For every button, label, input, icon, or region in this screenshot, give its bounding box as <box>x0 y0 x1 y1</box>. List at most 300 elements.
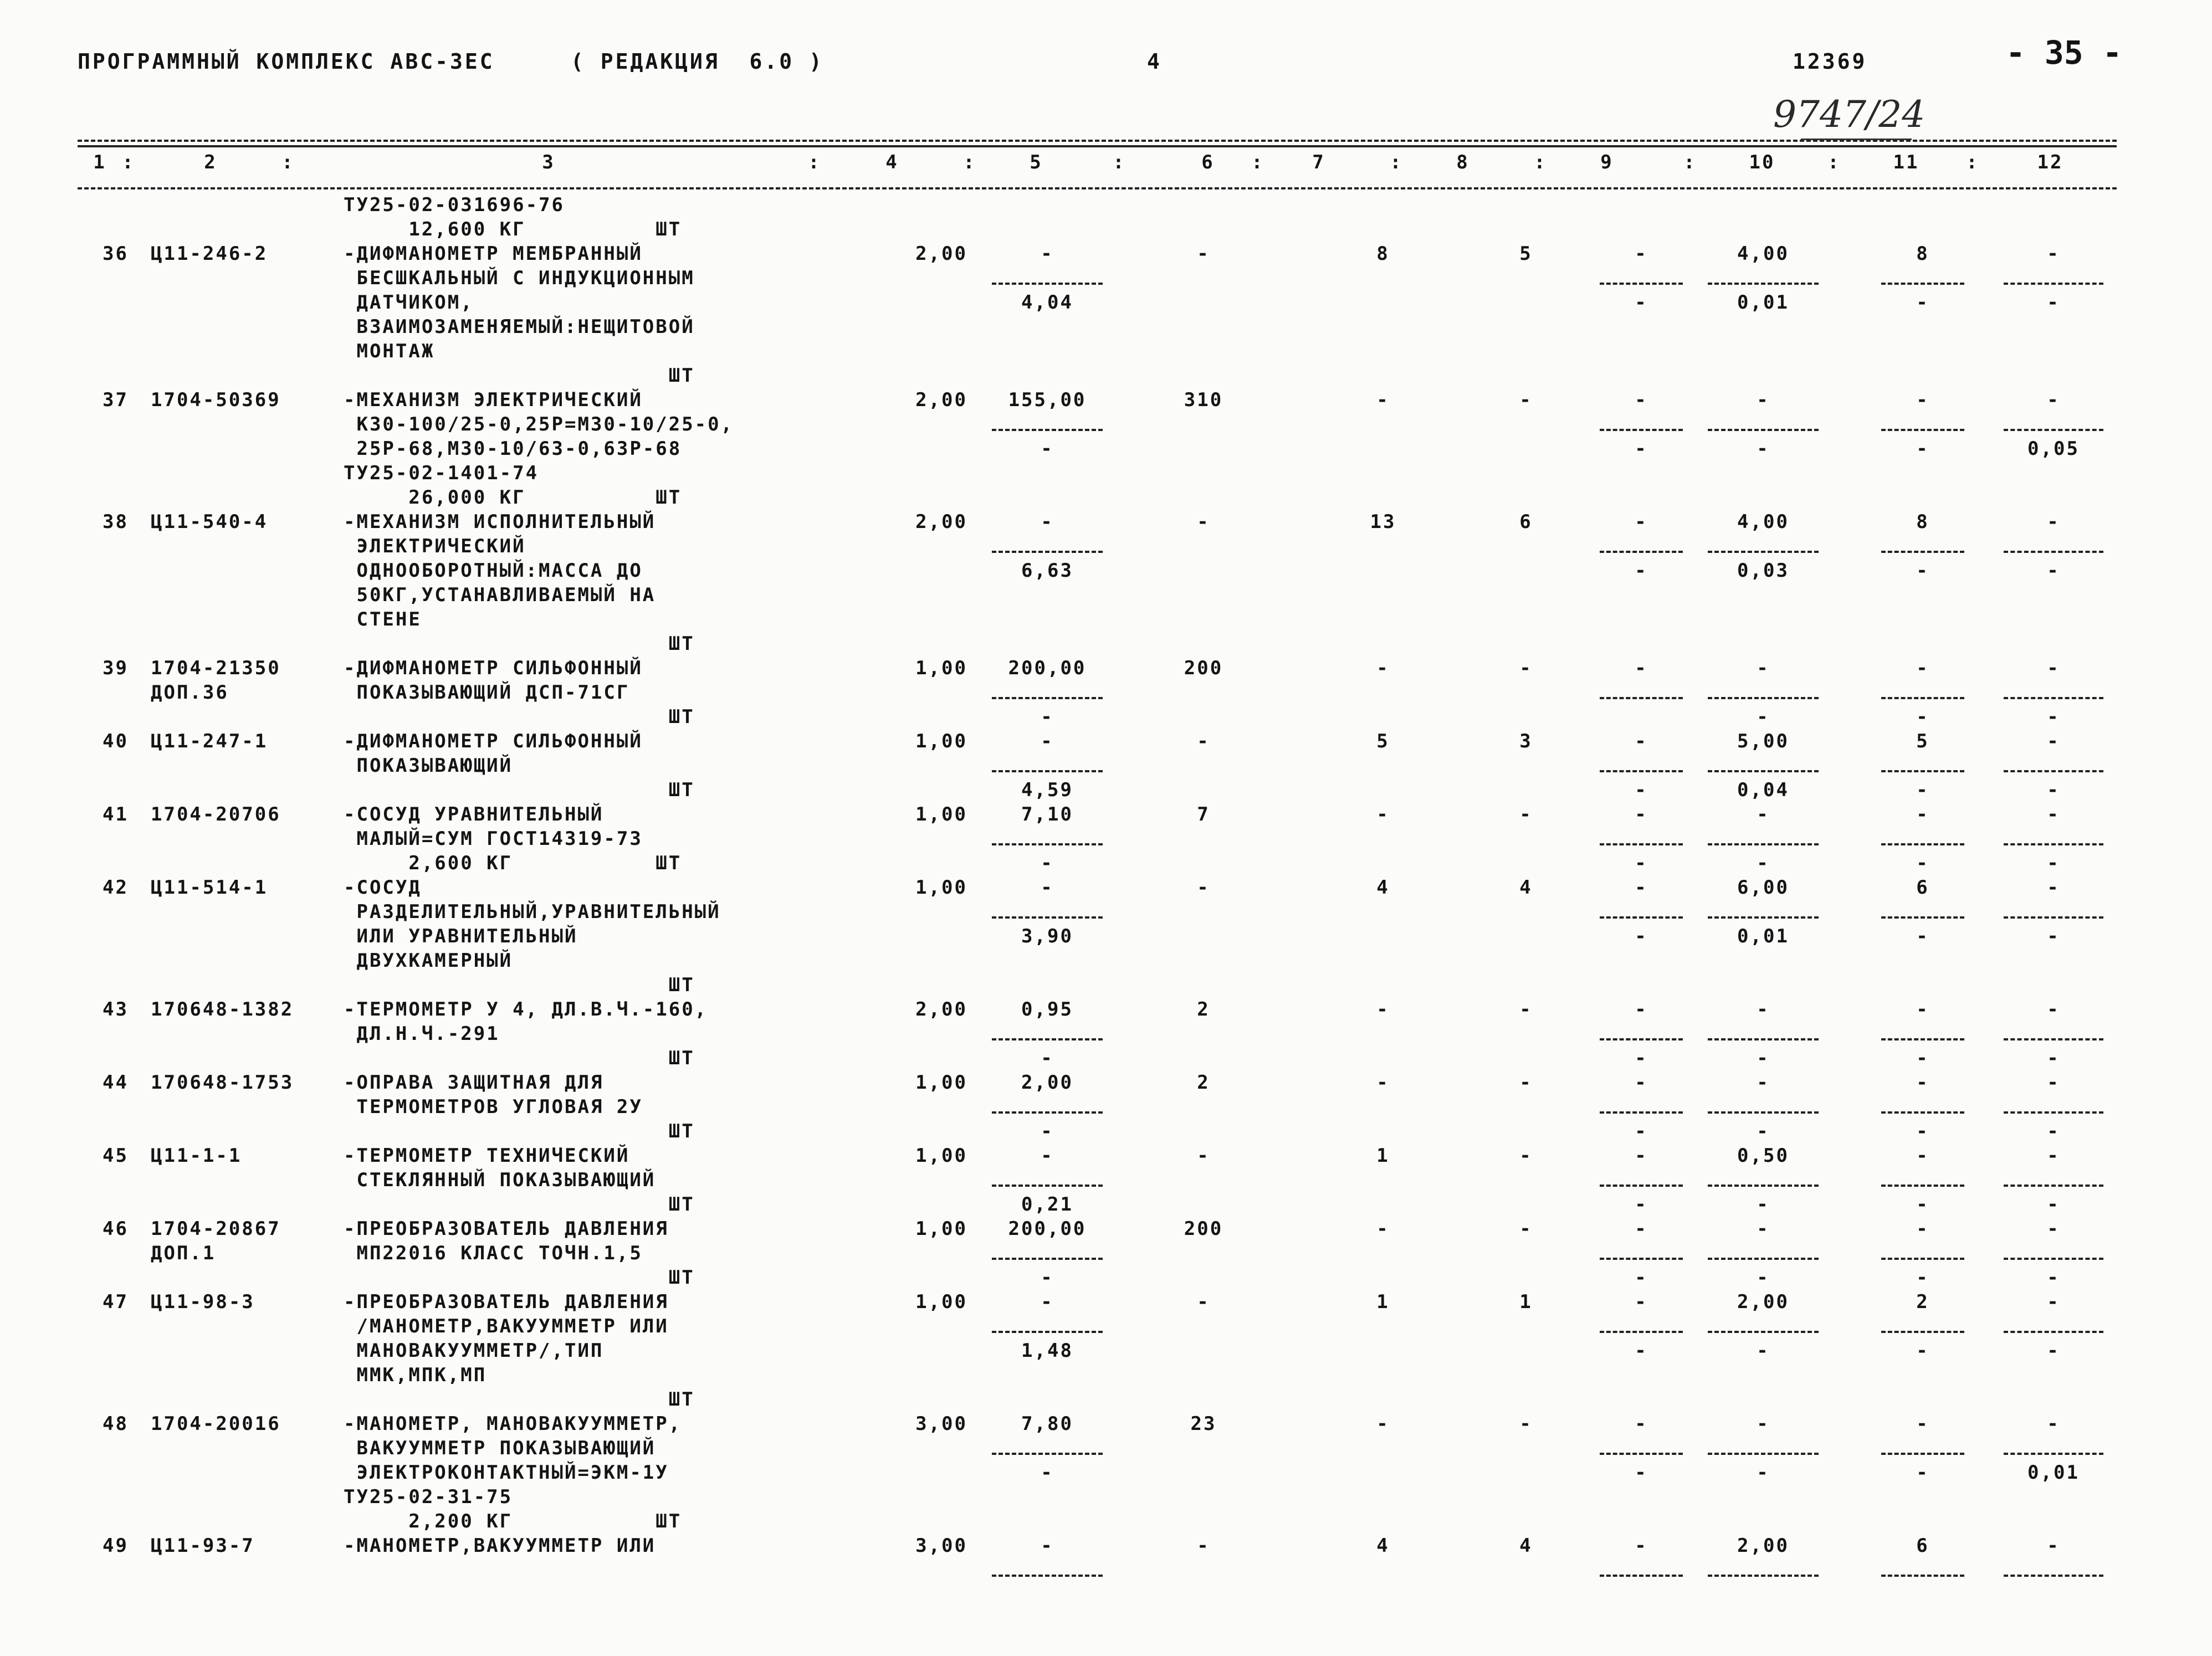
cell-c5: - <box>1041 1462 1054 1484</box>
cell-c11: - <box>1916 998 1929 1021</box>
fraction-divider <box>1600 697 1683 699</box>
fraction-divider <box>2004 916 2103 919</box>
fraction-divider <box>2004 429 2103 431</box>
column-header-11: 11 <box>1893 151 1919 173</box>
cell-c11: - <box>1916 291 1929 314</box>
fraction-divider <box>1881 1331 1964 1333</box>
cell-c3: ШТ <box>344 1047 695 1069</box>
cell-c12: - <box>2047 876 2060 899</box>
cell-c3: 26,000 КГ ШТ <box>344 486 682 509</box>
cell-c1: 43 <box>103 998 129 1021</box>
fraction-divider <box>1881 1038 1964 1040</box>
cell-c3: -МАНОМЕТР,ВАКУУММЕТР ИЛИ <box>344 1535 656 1557</box>
cell-c12: - <box>2047 998 2060 1021</box>
cell-c3: ТУ25-02-1401-74 <box>344 462 539 484</box>
cell-c7: 8 <box>1376 243 1390 265</box>
table-top-rule <box>78 140 2117 142</box>
cell-c5: - <box>1041 1120 1054 1142</box>
fraction-divider <box>2004 770 2103 772</box>
cell-c3: ВАКУУММЕТР ПОКАЗЫВАЮЩИЙ <box>344 1437 656 1459</box>
cell-c1: 49 <box>103 1535 129 1557</box>
cell-c9: - <box>1635 1535 1648 1557</box>
cell-c3: -ПРЕОБРАЗОВАТЕЛЬ ДАВЛЕНИЯ <box>344 1218 669 1240</box>
cell-c11: - <box>1916 779 1929 801</box>
cell-c11: 2 <box>1916 1291 1929 1313</box>
cell-c3: ДЛ.Н.Ч.-291 <box>344 1023 500 1045</box>
cell-c12: - <box>2047 1218 2060 1240</box>
cell-c8: - <box>1519 1145 1533 1167</box>
cell-c12: - <box>2047 1145 2060 1167</box>
cell-c3: СТЕНЕ <box>344 608 422 630</box>
cell-c10: 2,00 <box>1737 1535 1789 1557</box>
cell-c11: 6 <box>1916 876 1929 899</box>
cell-c9: - <box>1635 1462 1648 1484</box>
cell-c8: 6 <box>1519 511 1533 533</box>
cell-c1: 40 <box>103 730 129 752</box>
cell-c5: - <box>1041 1535 1054 1557</box>
cell-c10: - <box>1757 1120 1770 1142</box>
fraction-divider <box>1600 916 1683 919</box>
fraction-divider <box>1881 1111 1964 1114</box>
cell-c12: - <box>2047 657 2060 679</box>
cell-c9: - <box>1635 1218 1648 1240</box>
cell-c3: ОДНООБОРОТНЫЙ:МАССА ДО <box>344 560 643 582</box>
fraction-divider <box>992 429 1103 431</box>
cell-c4: 1,00 <box>915 657 967 679</box>
cell-c3: ИЛИ УРАВНИТЕЛЬНЫЙ <box>344 925 578 947</box>
fraction-divider <box>2004 1258 2103 1260</box>
cell-c8: - <box>1519 998 1533 1021</box>
fraction-divider <box>1600 429 1683 431</box>
cell-c3: 12,600 КГ ШТ <box>344 218 682 240</box>
cell-c1: 39 <box>103 657 129 679</box>
fraction-divider <box>1881 429 1964 431</box>
cell-c9: - <box>1635 1267 1648 1289</box>
cell-c10: 2,00 <box>1737 1291 1789 1313</box>
cell-c8: 3 <box>1519 730 1533 752</box>
cell-c3: 2,200 КГ ШТ <box>344 1510 682 1532</box>
cell-c6: - <box>1197 876 1210 899</box>
cell-c3: ВЗАИМОЗАМЕНЯЕМЫЙ:НЕЩИТОВОЙ <box>344 316 695 338</box>
cell-c11: - <box>1916 852 1929 874</box>
cell-c1: 36 <box>103 243 129 265</box>
cell-c3: -МЕХАНИЗМ ЭЛЕКТРИЧЕСКИЙ <box>344 389 643 411</box>
cell-c10: - <box>1757 1218 1770 1240</box>
column-separator: : <box>1966 151 1979 173</box>
column-header-3: 3 <box>542 151 555 173</box>
fraction-divider <box>1881 843 1964 845</box>
cell-c8: - <box>1519 1218 1533 1240</box>
cell-c6: 200 <box>1184 1218 1223 1240</box>
cell-c9: - <box>1635 438 1648 460</box>
fraction-divider <box>1600 843 1683 845</box>
cell-c8: 4 <box>1519 876 1533 899</box>
cell-c9: - <box>1635 925 1648 947</box>
cell-c7: - <box>1376 1218 1390 1240</box>
cell-c3: ШТ <box>344 706 695 728</box>
cell-c12: - <box>2047 1535 2060 1557</box>
cell-c3: ШТ <box>344 1388 695 1411</box>
fraction-divider <box>1708 429 1819 431</box>
cell-c6: - <box>1197 243 1210 265</box>
fraction-divider <box>1708 843 1819 845</box>
fraction-divider <box>1600 551 1683 553</box>
cell-c10: - <box>1757 1071 1770 1094</box>
column-header-4: 4 <box>885 151 899 173</box>
cell-c11: 6 <box>1916 1535 1929 1557</box>
document-number: 12369 <box>1793 49 1867 74</box>
cell-c8: - <box>1519 803 1533 826</box>
cell-c7: - <box>1376 657 1390 679</box>
cell-c2: Ц11-1-1 <box>151 1145 242 1167</box>
cell-c7: 5 <box>1376 730 1390 752</box>
cell-c9: - <box>1635 1413 1648 1435</box>
fraction-divider <box>1708 551 1819 553</box>
cell-c5: 0,21 <box>1021 1193 1073 1216</box>
cell-c2: Ц11-246-2 <box>151 243 268 265</box>
column-separator: : <box>1534 151 1547 173</box>
cell-c10: - <box>1757 852 1770 874</box>
fraction-divider <box>992 843 1103 845</box>
cell-c9: - <box>1635 998 1648 1021</box>
cell-c1: 44 <box>103 1071 129 1094</box>
cell-c3: ЭЛЕКТРОКОНТАКТНЫЙ=ЭКМ-1У <box>344 1462 669 1484</box>
cell-c10: 0,01 <box>1737 291 1789 314</box>
cell-c12: - <box>2047 511 2060 533</box>
cell-c8: - <box>1519 657 1533 679</box>
cell-c9: - <box>1635 243 1648 265</box>
cell-c9: - <box>1635 1047 1648 1069</box>
cell-c11: 8 <box>1916 511 1929 533</box>
handwritten-note: 9747/24 <box>1773 93 1926 136</box>
cell-c1: 45 <box>103 1145 129 1167</box>
column-separator: : <box>1251 151 1264 173</box>
cell-c9: - <box>1635 876 1648 899</box>
cell-c2: 1704-50369 <box>151 389 281 411</box>
cell-c8: 5 <box>1519 243 1533 265</box>
cell-c2: 170648-1753 <box>151 1071 294 1094</box>
cell-c4: 1,00 <box>915 1145 967 1167</box>
cell-c2: Ц11-247-1 <box>151 730 268 752</box>
cell-c12: - <box>2047 1413 2060 1435</box>
cell-c9: - <box>1635 291 1648 314</box>
cell-c11: - <box>1916 1145 1929 1167</box>
cell-c10: - <box>1757 998 1770 1021</box>
cell-c9: - <box>1635 1193 1648 1216</box>
cell-c5: - <box>1041 1047 1054 1069</box>
cell-c7: 4 <box>1376 1535 1390 1557</box>
fraction-divider <box>2004 1453 2103 1455</box>
column-header-9: 9 <box>1600 151 1614 173</box>
cell-c2: Ц11-514-1 <box>151 876 268 899</box>
cell-c5: - <box>1041 1291 1054 1313</box>
cell-c9: - <box>1635 803 1648 826</box>
cell-c11: - <box>1916 1462 1929 1484</box>
cell-c11: - <box>1916 1218 1929 1240</box>
cell-c10: - <box>1757 706 1770 728</box>
fraction-divider <box>1708 1453 1819 1455</box>
cell-c6: - <box>1197 1291 1210 1313</box>
cell-c12: - <box>2047 560 2060 582</box>
cell-c1: 47 <box>103 1291 129 1313</box>
cell-c10: - <box>1757 438 1770 460</box>
cell-c4: 3,00 <box>915 1535 967 1557</box>
sheet-number: - 35 - <box>2006 34 2122 71</box>
cell-c10: - <box>1757 657 1770 679</box>
cell-c9: - <box>1635 389 1648 411</box>
cell-c9: - <box>1635 560 1648 582</box>
cell-c12: 0,01 <box>2027 1462 2080 1484</box>
cell-c3: /МАНОМЕТР,ВАКУУММЕТР ИЛИ <box>344 1315 669 1337</box>
cell-c5: - <box>1041 1267 1054 1289</box>
cell-c9: - <box>1635 730 1648 752</box>
cell-c4: 1,00 <box>915 876 967 899</box>
cell-c3: -ДИФМАНОМЕТР СИЛЬФОННЫЙ <box>344 657 643 679</box>
cell-c3: БЕСШКАЛЬНЫЙ С ИНДУКЦИОННЫМ <box>344 267 695 289</box>
cell-c3: ШТ <box>344 633 695 655</box>
cell-c11: - <box>1916 389 1929 411</box>
cell-c12: - <box>2047 1340 2060 1362</box>
cell-c3: ЭЛЕКТРИЧЕСКИЙ <box>344 535 526 557</box>
cell-c4: 3,00 <box>915 1413 967 1435</box>
fraction-divider <box>2004 1575 2103 1577</box>
cell-c12: - <box>2047 1120 2060 1142</box>
cell-c6: 200 <box>1184 657 1223 679</box>
cell-c1: 41 <box>103 803 129 826</box>
cell-c12: - <box>2047 389 2060 411</box>
fraction-divider <box>1600 1111 1683 1114</box>
cell-c10: 4,00 <box>1737 243 1789 265</box>
cell-c1: 46 <box>103 1218 129 1240</box>
fraction-divider <box>1881 1453 1964 1455</box>
fraction-divider <box>992 1575 1103 1577</box>
cell-c11: - <box>1916 1193 1929 1216</box>
fraction-divider <box>1708 1258 1819 1260</box>
cell-c4: 2,00 <box>915 998 967 1021</box>
cell-c7: - <box>1376 1071 1390 1094</box>
cell-c3: -СОСУД <box>344 876 422 899</box>
cell-c5: - <box>1041 1145 1054 1167</box>
cell-c2: 1704-20016 <box>151 1413 281 1435</box>
cell-c11: 8 <box>1916 243 1929 265</box>
cell-c9: - <box>1635 511 1648 533</box>
cell-c10: 5,00 <box>1737 730 1789 752</box>
cell-c3: ММК,МПК,МП <box>344 1364 487 1386</box>
fraction-divider <box>2004 843 2103 845</box>
cell-c10: 0,03 <box>1737 560 1789 582</box>
cell-c3: -ОПРАВА ЗАЩИТНАЯ ДЛЯ <box>344 1071 604 1094</box>
cell-c4: 2,00 <box>915 243 967 265</box>
cell-c11: - <box>1916 657 1929 679</box>
cell-c3: К30-100/25-0,25Р=М30-10/25-0, <box>344 413 734 435</box>
cell-c5: 0,95 <box>1021 998 1073 1021</box>
cell-c3: -ТЕРМОМЕТР ТЕХНИЧЕСКИЙ <box>344 1145 630 1167</box>
fraction-divider <box>992 283 1103 285</box>
cell-c2: ДОП.1 <box>151 1242 216 1264</box>
cell-c12: - <box>2047 1291 2060 1313</box>
cell-c8: - <box>1519 389 1533 411</box>
cell-c11: - <box>1916 925 1929 947</box>
cell-c3: ШТ <box>344 1120 695 1142</box>
fraction-divider <box>992 1038 1103 1040</box>
fraction-divider <box>992 697 1103 699</box>
fraction-divider <box>1708 916 1819 919</box>
cell-c10: 6,00 <box>1737 876 1789 899</box>
fraction-divider <box>2004 697 2103 699</box>
cell-c9: - <box>1635 657 1648 679</box>
cell-c2: 1704-20867 <box>151 1218 281 1240</box>
cell-c3: ТУ25-02-31-75 <box>344 1486 513 1508</box>
cell-c1: 48 <box>103 1413 129 1435</box>
fraction-divider <box>1881 1185 1964 1187</box>
cell-c6: - <box>1197 511 1210 533</box>
fraction-divider <box>1600 770 1683 772</box>
fraction-divider <box>1708 1111 1819 1114</box>
cell-c3: ТЕРМОМЕТРОВ УГЛОВАЯ 2У <box>344 1096 643 1118</box>
cell-c3: -ТЕРМОМЕТР У 4, ДЛ.В.Ч.-160, <box>344 998 708 1021</box>
column-separator: : <box>1113 151 1126 173</box>
fraction-divider <box>2004 1111 2103 1114</box>
cell-c5: - <box>1041 876 1054 899</box>
cell-c3: 2,600 КГ ШТ <box>344 852 682 874</box>
table-top-rule-2 <box>78 145 2117 147</box>
fraction-divider <box>2004 551 2103 553</box>
cell-c7: - <box>1376 998 1390 1021</box>
cell-c11: - <box>1916 1413 1929 1435</box>
cell-c11: 5 <box>1916 730 1929 752</box>
cell-c9: - <box>1635 852 1648 874</box>
cell-c2: 1704-20706 <box>151 803 281 826</box>
column-separator: : <box>1683 151 1697 173</box>
cell-c6: - <box>1197 1535 1210 1557</box>
cell-c5: - <box>1041 243 1054 265</box>
cell-c3: РАЗДЕЛИТЕЛЬНЫЙ,УРАВНИТЕЛЬНЫЙ <box>344 901 721 923</box>
fraction-divider <box>1600 1453 1683 1455</box>
column-header-2: 2 <box>204 151 217 173</box>
cell-c7: - <box>1376 803 1390 826</box>
cell-c6: 2 <box>1197 998 1210 1021</box>
cell-c8: - <box>1519 1071 1533 1094</box>
cell-c4: 1,00 <box>915 1291 967 1313</box>
fraction-divider <box>1600 1038 1683 1040</box>
cell-c4: 1,00 <box>915 1218 967 1240</box>
cell-c3: -МЕХАНИЗМ ИСПОЛНИТЕЛЬНЫЙ <box>344 511 656 533</box>
cell-c4: 1,00 <box>915 730 967 752</box>
cell-c3: МОНТАЖ <box>344 340 435 362</box>
cell-c5: 1,48 <box>1021 1340 1073 1362</box>
fraction-divider <box>1600 1575 1683 1577</box>
cell-c4: 1,00 <box>915 803 967 826</box>
fraction-divider <box>1881 551 1964 553</box>
cell-c5: 7,80 <box>1021 1413 1073 1435</box>
fraction-divider <box>1600 283 1683 285</box>
cell-c6: 23 <box>1190 1413 1217 1435</box>
cell-c4: 2,00 <box>915 511 967 533</box>
cell-c3: СТЕКЛЯННЫЙ ПОКАЗЫВАЮЩИЙ <box>344 1169 656 1191</box>
cell-c7: 4 <box>1376 876 1390 899</box>
cell-c9: - <box>1635 1291 1648 1313</box>
cell-c9: - <box>1635 1145 1648 1167</box>
cell-c12: 0,05 <box>2027 438 2080 460</box>
fraction-divider <box>1881 1575 1964 1577</box>
cell-c11: - <box>1916 1071 1929 1094</box>
fraction-divider <box>1708 1331 1819 1333</box>
fraction-divider <box>2004 283 2103 285</box>
cell-c3: ТУ25-02-031696-76 <box>344 194 565 216</box>
cell-c5: 200,00 <box>1008 657 1087 679</box>
cell-c3: -МАНОМЕТР, МАНОВАКУУММЕТР, <box>344 1413 682 1435</box>
cell-c5: 4,04 <box>1021 291 1073 314</box>
cell-c7: 13 <box>1370 511 1396 533</box>
column-header-5: 5 <box>1030 151 1043 173</box>
cell-c5: - <box>1041 730 1054 752</box>
fraction-divider <box>2004 1038 2103 1040</box>
cell-c3: ШТ <box>344 974 695 996</box>
cell-c3: ДАТЧИКОМ, <box>344 291 474 314</box>
cell-c2: 170648-1382 <box>151 998 294 1021</box>
cell-c12: - <box>2047 243 2060 265</box>
cell-c3: ПОКАЗЫВАЮЩИЙ <box>344 755 513 777</box>
cell-c12: - <box>2047 1047 2060 1069</box>
column-header-8: 8 <box>1456 151 1469 173</box>
cell-c10: - <box>1757 1047 1770 1069</box>
cell-c2: Ц11-98-3 <box>151 1291 255 1313</box>
cell-c7: - <box>1376 389 1390 411</box>
fraction-divider <box>1708 770 1819 772</box>
cell-c11: - <box>1916 1340 1929 1362</box>
cell-c12: - <box>2047 925 2060 947</box>
cell-c3: -ДИФМАНОМЕТР СИЛЬФОННЫЙ <box>344 730 643 752</box>
column-header-10: 10 <box>1749 151 1775 173</box>
cell-c6: 2 <box>1197 1071 1210 1094</box>
fraction-divider <box>1600 1258 1683 1260</box>
cell-c5: 6,63 <box>1021 560 1073 582</box>
column-separator: : <box>1390 151 1403 173</box>
fraction-divider <box>992 1111 1103 1114</box>
cell-c11: - <box>1916 706 1929 728</box>
cell-c12: - <box>2047 1267 2060 1289</box>
fraction-divider <box>1708 697 1819 699</box>
cell-c6: 7 <box>1197 803 1210 826</box>
cell-c7: 1 <box>1376 1291 1390 1313</box>
cell-c3: -ПРЕОБРАЗОВАТЕЛЬ ДАВЛЕНИЯ <box>344 1291 669 1313</box>
fraction-divider <box>2004 1185 2103 1187</box>
fraction-divider <box>1881 283 1964 285</box>
fraction-divider <box>992 770 1103 772</box>
cell-c3: ПОКАЗЫВАЮЩИЙ ДСП-71СГ <box>344 681 630 704</box>
cell-c6: - <box>1197 1145 1210 1167</box>
cell-c11: - <box>1916 560 1929 582</box>
fraction-divider <box>992 1185 1103 1187</box>
cell-c9: - <box>1635 1120 1648 1142</box>
cell-c11: - <box>1916 438 1929 460</box>
edition-label: ( РЕДАКЦИЯ 6.0 ) <box>571 49 824 74</box>
cell-c8: 1 <box>1519 1291 1533 1313</box>
column-header-7: 7 <box>1312 151 1325 173</box>
column-separator: : <box>1827 151 1841 173</box>
fraction-divider <box>1708 1575 1819 1577</box>
cell-c6: - <box>1197 730 1210 752</box>
cell-c9: - <box>1635 779 1648 801</box>
cell-c3: -СОСУД УРАВНИТЕЛЬНЫЙ <box>344 803 604 826</box>
fraction-divider <box>1708 1185 1819 1187</box>
cell-c10: 4,00 <box>1737 511 1789 533</box>
cell-c10: 0,50 <box>1737 1145 1789 1167</box>
page-number: 4 <box>1147 49 1162 74</box>
cell-c9: - <box>1635 1071 1648 1094</box>
cell-c12: - <box>2047 1071 2060 1094</box>
cell-c1: 38 <box>103 511 129 533</box>
